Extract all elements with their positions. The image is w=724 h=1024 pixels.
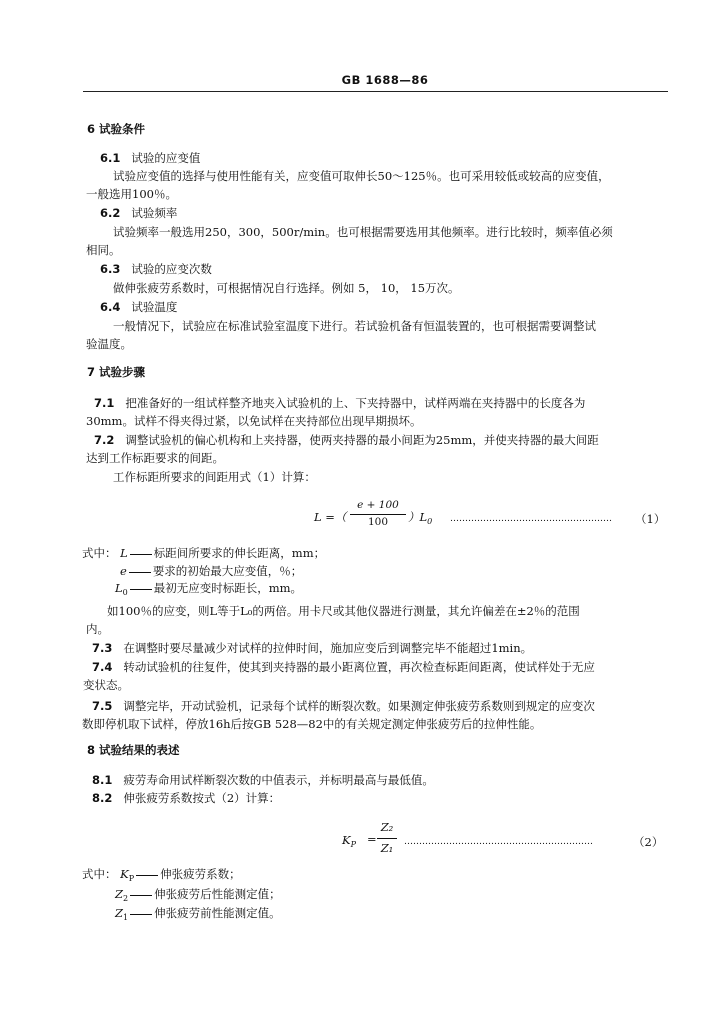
symbol: Z — [115, 887, 123, 901]
eq1-fraction-bar — [350, 514, 406, 515]
dash — [130, 895, 152, 896]
definition: 标距间所要求的伸长距离，mm； — [153, 546, 326, 560]
clause-text: 伸张疲劳系数按式（2）计算： — [123, 791, 281, 805]
paragraph-7-3 — [92, 640, 532, 656]
eq2-denominator: Z₁ — [380, 841, 394, 855]
eq1-where-1 — [82, 545, 325, 561]
clause-number: 7.1 — [94, 396, 115, 410]
clause-text: 在调整时要尽量减少对试样的拉伸时间，施加应变后到调整完毕不能超过1min。 — [123, 641, 533, 655]
eq1-where-2 — [120, 563, 302, 579]
clause-title: 试验温度 — [131, 300, 178, 314]
where-label: 式中： — [82, 546, 117, 560]
clause-text: 调整完毕，开动试验机，记录每个试样的断裂次数。如果测定伸张疲劳系数则到规定的应变次 — [123, 699, 595, 713]
eq1-rhs — [408, 509, 432, 530]
definition: 伸张疲劳后性能测定值； — [154, 887, 281, 901]
paragraph-7-2-line3: 工作标距所要求的间距用式（1）计算： — [113, 470, 316, 484]
symbol-subscript: 0 — [122, 588, 128, 597]
eq1-lhs: L =（ — [314, 510, 347, 524]
eq2-numerator: Z₂ — [380, 820, 394, 834]
paragraph-7-5-line2: 数即停机取下试样，停放16h后按GB 528—82中的有关规定测定伸张疲劳后的拉伸性能。 — [82, 717, 542, 731]
clause-text: 调整试验机的偏心机构和上夹持器，使两夹持器的最小间距为25mm，并使夹持器的最大间距 — [125, 433, 599, 447]
eq2-where-1 — [82, 866, 241, 887]
symbol: e — [120, 564, 127, 578]
eq2-fraction-bar — [377, 838, 397, 839]
paragraph-7-2-line2: 达到工作标距要求的间距。 — [86, 451, 224, 465]
definition: 要求的初始最大应变值，％； — [152, 564, 303, 578]
symbol-subscript: 2 — [123, 894, 129, 903]
eq2-leader-dots: ……………………………………………………… — [404, 837, 593, 847]
clause-number: 6.2 — [100, 206, 121, 220]
paragraph-8-2 — [92, 790, 280, 806]
eq2-lhs-subscript: P — [350, 840, 356, 849]
definition: 伸张疲劳系数； — [160, 867, 241, 881]
section-8-title: 8 试验结果的表述 — [87, 743, 180, 757]
clause-number: 6.1 — [100, 151, 121, 165]
symbol: K — [120, 867, 129, 881]
symbol: Z — [115, 906, 123, 920]
eq2-lhs-symbol: K — [342, 833, 351, 847]
symbol: L — [115, 581, 123, 595]
paragraph-6-4-line1: 一般情况下，试验应在标准试验室温度下进行。若试验机备有恒温装置的，也可根据需要调整试 — [113, 319, 596, 333]
clause-6-4 — [100, 299, 177, 315]
eq2-lhs — [342, 832, 356, 853]
clause-title: 试验的应变值 — [131, 151, 201, 165]
clause-6-1 — [100, 150, 200, 166]
eq1-label: （1） — [635, 512, 666, 526]
clause-title: 试验频率 — [131, 206, 178, 220]
header-rule — [83, 91, 668, 92]
eq2-equals: = — [367, 832, 377, 846]
clause-number: 6.3 — [100, 262, 121, 276]
eq1-rhs-subscript: 0 — [427, 517, 433, 526]
eq2-where-3 — [115, 905, 281, 926]
standard-number-header: GB 1688—86 — [341, 73, 429, 87]
dash — [130, 554, 152, 555]
paragraph-7-4-line2: 变状态。 — [83, 678, 129, 692]
paragraph-7-1-line1 — [94, 395, 585, 411]
eq2-where-2 — [115, 886, 281, 907]
dash — [130, 589, 152, 590]
symbol: L — [120, 546, 128, 560]
paragraph-6-1-line1: 试验应变值的选择与使用性能有关，应变值可取伸长50～125％。也可采用较低或较高的应变值， — [113, 169, 610, 183]
dash — [130, 914, 152, 915]
definition: 伸张疲劳前性能测定值。 — [154, 906, 281, 920]
eq1-leader-dots: ……………………………………………… — [450, 514, 612, 524]
eq1-numerator: e + 100 — [357, 499, 399, 511]
clause-number: 7.2 — [94, 433, 115, 447]
symbol-subscript: 1 — [123, 913, 129, 922]
section-7-title: 7 试验步骤 — [87, 365, 146, 379]
paragraph-6-2-line2: 相同。 — [86, 243, 121, 257]
paragraph-7-4-line1 — [92, 659, 595, 675]
eq1-where-3 — [115, 580, 302, 601]
clause-text: 转动试验机的往复件，使其到夹持器的最小距离位置，再次检查标距间距离，使试样处于无应 — [123, 660, 595, 674]
eq2-label: （2） — [633, 835, 664, 849]
clause-number: 8.1 — [92, 773, 113, 787]
section-6-title: 6 试验条件 — [87, 122, 146, 136]
clause-number: 8.2 — [92, 791, 113, 805]
paragraph-6-1-line2: 一般选用100％。 — [86, 187, 177, 201]
paragraph-6-2-line1: 试验频率一般选用250，300，500r/min。也可根据需要选用其他频率。进行比较时，频率值必须 — [113, 225, 613, 239]
clause-number: 7.3 — [92, 641, 113, 655]
paragraph-7-2-line1 — [94, 432, 599, 448]
dash — [129, 572, 151, 573]
clause-text: 把准备好的一组试样整齐地夹入试验机的上、下夹持器中，试样两端在夹持器中的长度各为 — [125, 396, 586, 410]
eq1-rhs-text: ）L — [408, 510, 428, 524]
paragraph-6-3-line1: 做伸张疲劳系数时，可根据情况自行选择。例如 5， 10， 15万次。 — [113, 281, 460, 295]
paragraph-7-5-line1 — [92, 698, 595, 714]
paragraph-7-2-line4: 如100％的应变，则L等于L₀的两倍。用卡尺或其他仪器进行测量，其允许偏差在±2％的范围 — [107, 604, 580, 618]
clause-title: 试验的应变次数 — [131, 262, 212, 276]
paragraph-7-1-line2: 30mm。试样不得夹得过紧，以免试样在夹持部位出现早期损坏。 — [86, 414, 422, 428]
symbol-subscript: P — [128, 874, 135, 883]
paragraph-8-1 — [92, 772, 434, 788]
clause-6-2 — [100, 205, 177, 221]
paragraph-6-4-line2: 验温度。 — [86, 337, 132, 351]
clause-number: 7.4 — [92, 660, 113, 674]
clause-number: 7.5 — [92, 699, 113, 713]
eq1-denominator: 100 — [367, 516, 389, 528]
clause-text: 疲劳寿命用试样断裂次数的中值表示，并标明最高与最低值。 — [123, 773, 434, 787]
where-label: 式中： — [82, 867, 117, 881]
definition: 最初无应变时标距长，mm。 — [153, 581, 303, 595]
clause-6-3 — [100, 261, 212, 277]
clause-number: 6.4 — [100, 300, 121, 314]
paragraph-7-2-line5: 内。 — [86, 622, 109, 636]
dash — [136, 875, 158, 876]
